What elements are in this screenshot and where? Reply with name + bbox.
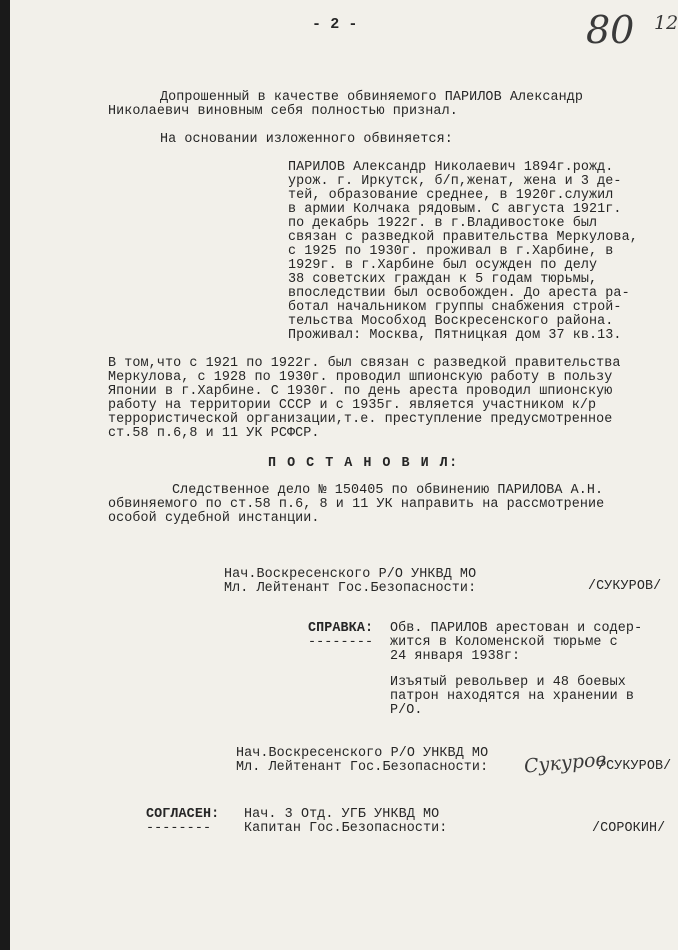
biography-line: тей, образование среднее, в 1920г.служил bbox=[288, 188, 614, 203]
document-page bbox=[10, 0, 678, 950]
biography-line: с 1925 по 1930г. проживал в г.Харбине, в bbox=[288, 244, 614, 259]
accused-heading: На основании изложенного обвиняется: bbox=[160, 132, 453, 147]
agreed-underline: -------- bbox=[146, 821, 212, 836]
signature1-name: /СУКУРОВ/ bbox=[588, 579, 662, 594]
agreed-rank: Капитан Гос.Безопасности: bbox=[244, 821, 448, 836]
resolution-line: особой судебной инстанции. bbox=[108, 511, 320, 526]
reference-text: патрон находятся на хранении в bbox=[390, 689, 635, 704]
biography-line: ПАРИЛОВ Александр Николаевич 1894г.рожд. bbox=[288, 160, 614, 175]
intro-line-1: Допрошенный в качестве обвиняемого ПАРИЛОВ Александр bbox=[160, 90, 584, 105]
resolution-line: обвиняемого по ст.58 п.6, 8 и 11 УК направить на рассмотрение bbox=[108, 497, 605, 512]
charge-line: Японии в г.Харбине. С 1930г. по день ареста проводил шпионскую bbox=[108, 384, 613, 399]
biography-line: тельства Мособход Воскресенского района. bbox=[288, 314, 614, 329]
charge-line: террористической организации,т.е. преступление предусмотренное bbox=[108, 412, 613, 427]
reference-underline: -------- bbox=[308, 635, 374, 650]
agreed-position: Нач. 3 Отд. УГБ УНКВД МО bbox=[244, 807, 440, 822]
biography-line: в армии Колчака рядовым. С августа 1921г. bbox=[288, 202, 622, 217]
reference-text: 24 января 1938г: bbox=[390, 649, 521, 664]
biography-line: урож. г. Иркутск, б/п,женат, жена и 3 де- bbox=[288, 174, 622, 189]
biography-line: ботал начальником группы снабжения строй- bbox=[288, 300, 622, 315]
handwritten-sheet-number: 12 bbox=[654, 12, 678, 34]
charge-line: Меркулова, с 1928 по 1930г. проводил шпионскую работу в пользу bbox=[108, 370, 613, 385]
resolution-line: Следственное дело № 150405 по обвинению ПАРИЛОВА А.Н. bbox=[172, 483, 604, 498]
reference-text: жится в Коломенской тюрьме с bbox=[390, 635, 618, 650]
biography-line: 38 советских граждан к 5 годам тюрьмы, bbox=[288, 272, 598, 287]
charge-line: работу на территории СССР и с 1935г. является участником к/р bbox=[108, 398, 597, 413]
biography-line: 1929г. в г.Харбине был осужден по делу bbox=[288, 258, 598, 273]
charge-line: ст.58 п.6,8 и 11 УК РСФСР. bbox=[108, 426, 320, 441]
handwritten-signature: Сукуров bbox=[523, 748, 608, 778]
reference-text: Р/О. bbox=[390, 703, 423, 718]
intro-line-2: Николаевич виновным себя полностью признал. bbox=[108, 104, 458, 119]
biography-line: впоследствии был освобожден. До ареста ра- bbox=[288, 286, 630, 301]
signature1-rank: Мл. Лейтенант Гос.Безопасности: bbox=[224, 581, 477, 596]
reference-text: Обв. ПАРИЛОВ арестован и содер- bbox=[390, 621, 643, 636]
reference-label: СПРАВКА: bbox=[308, 621, 374, 636]
biography-line: связан с разведкой правительства Меркулова, bbox=[288, 230, 638, 245]
reference-text: Изъятый револьвер и 48 боевых bbox=[390, 675, 626, 690]
biography-line: Проживал: Москва, Пятницкая дом 37 кв.13. bbox=[288, 328, 622, 343]
page-number: - 2 - bbox=[312, 16, 358, 33]
charge-line: В том,что с 1921 по 1922г. был связан с разведкой правительства bbox=[108, 356, 621, 371]
signature2-name: /СУКУРОВ/ bbox=[598, 759, 672, 774]
signature2-position: Нач.Воскресенского Р/О УНКВД МО bbox=[236, 746, 489, 761]
resolved-heading: П О С Т А Н О В И Л: bbox=[268, 456, 459, 471]
signature2-rank: Мл. Лейтенант Гос.Безопасности: bbox=[236, 760, 489, 775]
signature1-position: Нач.Воскресенского Р/О УНКВД МО bbox=[224, 567, 477, 582]
handwritten-archive-number: 80 bbox=[586, 8, 635, 52]
biography-line: по декабрь 1922г. в г.Владивостоке был bbox=[288, 216, 598, 231]
agreed-label: СОГЛАСЕН: bbox=[146, 807, 220, 822]
agreed-name: /СОРОКИН/ bbox=[592, 821, 666, 836]
